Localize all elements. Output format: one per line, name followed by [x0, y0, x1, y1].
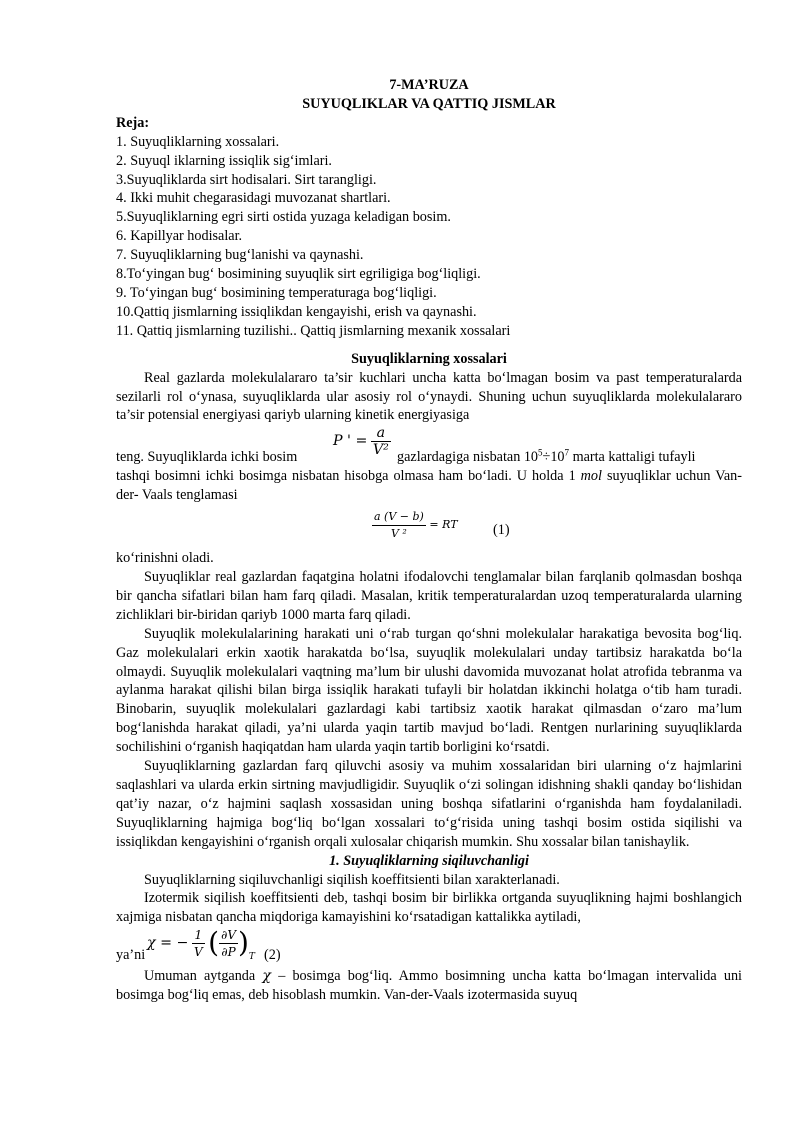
plan-item: 1. Suyuqliklarning xossalari. — [116, 133, 280, 150]
plan-item: 4. Ikki muhit chegarasidagi muvozanat shartlari. — [116, 190, 391, 207]
compressibility-formula-line — [116, 927, 742, 967]
paragraph: Suyuqlik molekulalarining harakati uni o‘rab turgan qo‘shni molekulalar harakatiga bevosita bog‘liq. Gaz molekulalari erkin xaotik harakatda bo‘lsa, suyuqlik molekulalari unday tartibsiz harakatda bo‘la olmaydi. Suyuqlik molekulalari vaqtning ma’lum bir ulushi davomida muvozanat holat atrofida tebranma va aylanma harakat qilishi bilan birga issiqlik harakati tufayli bir holatdan ikkinchi holatga o‘tib ham turadi. Binobarin, suyuqlik molekulalari gazlardagi kabi tartibsiz xaotik harakat qilmasdan o‘zaro ma’lum bog‘lanishda harakat qiladi, ya’ni ularda yaqin tartib mavjud bo‘ladi. Rentgen nurlarining suyuqliklarda sochilishini o‘rganish haqiqatdan ham ularda yaqin tartib borligini ko‘rsatdi. — [116, 625, 742, 756]
equation-number: (1) — [493, 522, 510, 539]
plan-item: 10.Qattiq jismlarning issiqlikdan kengayishi, erish va qaynashi. — [116, 303, 477, 320]
paragraph: Suyuqliklar real gazlardan faqatgina holatni ifodalovchi tenglamalar bilan farqlanib qolmasdan boshqa bir qancha sifatlari bilan ham farq qiladi. Masalan, kritik temperaturalardan uzoq temperaturalarda ularning zichliklari bir-biridan qariyb 1000 marta farq qiladi. — [116, 569, 742, 623]
plan-item: 2. Suyuql iklarning issiqlik sig‘imlari. — [116, 152, 332, 169]
equation-number: (2) — [264, 947, 281, 964]
paragraph-fragment: gazlardagiga nisbatan $10^5\div 10^7$ marta kattaligi tufayli — [397, 447, 696, 466]
section-heading: Suyuqliklarning xossalari — [351, 350, 507, 367]
paragraph: tashqi bosimni ichki bosimga nisbatan hisobga olmasa ham bo‘ladi. U holda 1 mol suyuqliklar uchun Van-der- Vaals tenglamasi — [116, 468, 742, 504]
paragraph-fragment: ya’ni — [116, 947, 146, 964]
subsection-heading: 1. Suyuqliklarning siqiluvchanligi — [329, 852, 529, 869]
plan-item: 5.Suyuqliklarning egri sirti ostida yuzaga keladigan bosim. — [116, 209, 451, 226]
plan-item: 8.To‘yingan bug‘ bosimining suyuqlik sirt egriligiga bog‘liqligi. — [116, 266, 481, 283]
paragraph: Umuman aytganda χ – bosimga bog‘liq. Ammo bosimning uncha katta bo‘lmagan intervalida uni bosimga bog‘liq emas, deb hisoblash mumkin. Van-der-Vaals izotermasida suyuq — [116, 968, 742, 1004]
plan-item: 3.Suyuqliklarda sirt hodisalari. Sirt tarangligi. — [116, 171, 377, 188]
plan-item: 11. Qattiq jismlarning tuzilishi.. Qattiq jismlarning mexanik xossalari — [116, 322, 511, 339]
van-der-waals-equation: $\frac{a (V - b)}{\text{V ²}}$ = RT (1) — [374, 510, 510, 541]
plan-item: 7. Suyuqliklarning bug‘lanishi va qaynashi. — [116, 247, 364, 264]
inline-formula-line — [116, 425, 742, 467]
paragraph: ko‘rinishni oladi. — [116, 550, 214, 567]
paragraph: Real gazlarda molekulalararo ta’sir kuchlari uncha katta bo‘lmagan bosim va past temperaturalarda sezilarli rol o‘ynasa, suyuqliklarda ular asosiy rol o‘ynaydi. Shuning uchun suyuqliklarda molekulalararo ta’sir potensial energiyasi qariyb ularning kinetik energiyasiga — [116, 369, 742, 424]
paragraph: Suyuqliklarning siqiluvchanligi siqilish koeffitsienti bilan xarakterlanadi. — [144, 871, 560, 888]
pressure-formula: P ' = $\frac{a}{\text{V²}}$ — [333, 425, 389, 459]
paragraph: Suyuqliklarning gazlardan farq qiluvchi asosiy va muhim xossalaridan biri ularning o‘z hajmlarini saqlashlari va ularda erkin sirtning mavjudligidir. Suyuqlik o‘zi solingan idishning shakli qanday bo‘lishidan qat’iy nazar, o‘z hajmini saqlash xossasidan uning boshqa sifatlarini o‘rganishda ham foydalaniladi. Suyuqliklarning hajmiga bog‘liq bo‘lgan xossalari to‘g‘risida uning tashqi bosim ostida siqilishi va issiqlikdan kengayishini o‘rganish orqali xulosalar chiqarish mumkin. Shu xossalar bilan tanishaylik. — [116, 758, 742, 850]
plan-item: 9. To‘yingan bug‘ bosimining temperaturaga bog‘liqligi. — [116, 284, 437, 301]
compressibility-formula: χ = − $\frac{1}{V}$ ( $\frac{\partial V}{\partial P}$ )$_T$ — [147, 926, 255, 963]
plan-item: 6. Kapillyar hodisalar. — [116, 228, 243, 245]
plan-list — [116, 133, 742, 341]
paragraph-fragment: teng. Suyuqliklarda ichki bosim — [116, 449, 298, 466]
lecture-number: 7-MA’RUZA — [389, 77, 469, 93]
document-page — [116, 76, 742, 1005]
paragraph: Izotermik siqilish koeffitsienti deb, tashqi bosim bir birlikka ortganda suyuqlikning hajmi boshlangich xajmiga nisbatan qancha miqdoriga kamayishini ko‘rsatadigan kattalikka aytiladi, — [116, 890, 742, 926]
plan-label: Reja: — [116, 114, 150, 131]
page-title: SUYUQLIKLAR VA QATTIQ JISMLAR — [302, 95, 556, 112]
